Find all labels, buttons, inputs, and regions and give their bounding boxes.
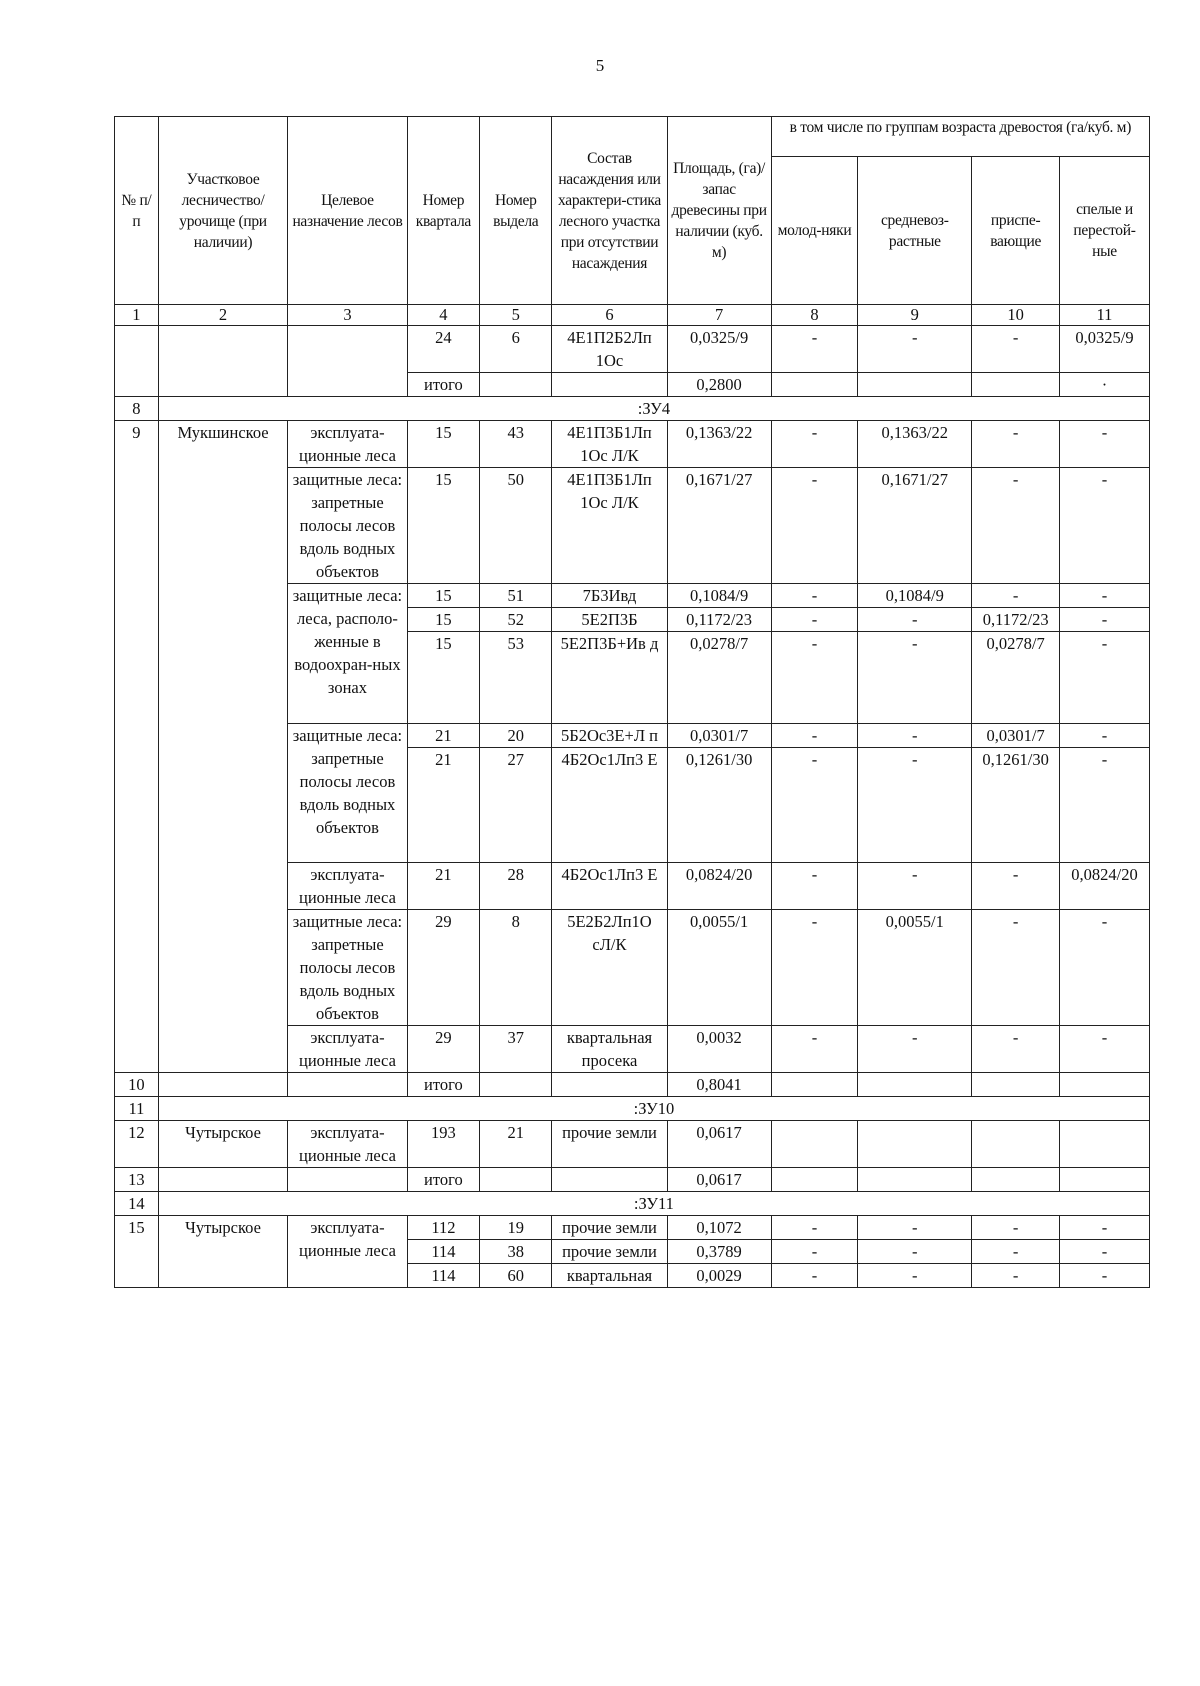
total-label: итого [407,373,479,397]
cell-quarter: 24 [407,326,479,373]
cell-maturing: 0,0301/7 [972,724,1060,748]
cell-area: 0,0824/20 [667,863,771,910]
cell-mature: 0,0824/20 [1060,863,1150,910]
cell-mature: - [1060,724,1150,748]
cell-composition: 4Б2Ос1Лп3 Е [552,863,667,910]
total-row [115,1073,1150,1097]
cell-plot: 19 [480,1216,552,1240]
col-number: 6 [552,305,667,326]
cell-composition: 4Е1П3Б1Лп 1Ос Л/К [552,421,667,468]
col-number: 2 [158,305,287,326]
section-row [115,397,1150,421]
cell-purpose: защитные леса: запретные полосы лесов вдоль водных объектов [288,468,408,584]
cell-young: - [771,326,858,373]
cell-no: 15 [115,1216,159,1288]
cell-no: 12 [115,1121,159,1168]
cell-maturing: 0,0278/7 [972,632,1060,724]
header-forestry: Участковое лесничество/ урочище (при наличии) [158,117,287,305]
cell-maturing: - [972,326,1060,373]
col-number: 10 [972,305,1060,326]
cell-area: 0,0617 [667,1121,771,1168]
cell-area: 0,0029 [667,1264,771,1288]
cell-forestry [158,326,287,397]
forest-plots-table [114,116,1150,1288]
col-number: 1 [115,305,159,326]
cell-area: 0,1261/30 [667,748,771,863]
cell-composition: квартальная [552,1264,667,1288]
cell-young: - [771,1026,858,1073]
cell-plot [480,373,552,397]
cell-plot: 51 [480,584,552,608]
col-number: 4 [407,305,479,326]
cell-area: 0,0278/7 [667,632,771,724]
cell-middle: 0,0055/1 [858,910,972,1026]
header-purpose: Целевое назначение лесов [288,117,408,305]
cell-area: 0,0055/1 [667,910,771,1026]
cell-composition: прочие земли [552,1121,667,1168]
cell-mature: - [1060,1026,1150,1073]
header-mature: спелые и перестой-ные [1060,157,1150,305]
cell-plot: 53 [480,632,552,724]
table-row [115,421,1150,468]
cell-middle: - [858,608,972,632]
total-area: 0,2800 [667,373,771,397]
col-number: 5 [480,305,552,326]
cell-maturing: - [972,863,1060,910]
cell-plot: 60 [480,1264,552,1288]
cell-maturing: - [972,1240,1060,1264]
cell-quarter: 21 [407,724,479,748]
cell-composition: 5Е2П3Б [552,608,667,632]
cell-young: - [771,421,858,468]
cell-plot: 50 [480,468,552,584]
cell-plot: 8 [480,910,552,1026]
cell-area: 0,1172/23 [667,608,771,632]
cell-mature: - [1060,748,1150,863]
cell-no: 8 [115,397,159,421]
cell-composition: 4Е1П3Б1Лп 1Ос Л/К [552,468,667,584]
cell-mature: - [1060,910,1150,1026]
cell-maturing: 0,1172/23 [972,608,1060,632]
header-area: Площадь, (га)/запас древесины при наличии (куб. м) [667,117,771,305]
cell-maturing: - [972,468,1060,584]
cell-middle: 0,1363/22 [858,421,972,468]
cell-maturing: - [972,910,1060,1026]
cell-area: 0,0032 [667,1026,771,1073]
cell-purpose: эксплуата-ционные леса [288,1026,408,1073]
cell-purpose: эксплуата-ционные леса [288,863,408,910]
cell-composition: прочие земли [552,1240,667,1264]
cell-forestry: Мукшинское [158,421,287,1073]
cell-quarter: 15 [407,468,479,584]
cell-quarter: 114 [407,1264,479,1288]
cell-purpose: эксплуата-ционные леса [288,421,408,468]
section-label: :ЗУ4 [158,397,1149,421]
table-row [115,1216,1150,1240]
col-number: 3 [288,305,408,326]
cell-composition: 4Е1П2Б2Лп 1Ос [552,326,667,373]
cell-no [115,326,159,397]
cell-plot: 21 [480,1121,552,1168]
cell-quarter: 114 [407,1240,479,1264]
section-row [115,1192,1150,1216]
cell-mature: - [1060,584,1150,608]
table-row [115,326,1150,373]
cell-no: 13 [115,1168,159,1192]
cell-mature: · [1060,373,1150,397]
cell-mature: - [1060,608,1150,632]
cell-purpose [288,326,408,397]
cell-mature: - [1060,1264,1150,1288]
cell-composition: 4Б2Ос1Лп3 Е [552,748,667,863]
cell-middle: - [858,1240,972,1264]
cell-quarter: 21 [407,863,479,910]
cell-plot: 20 [480,724,552,748]
cell-area: 0,1363/22 [667,421,771,468]
cell-young: - [771,748,858,863]
cell-young: - [771,1216,858,1240]
cell-middle: - [858,326,972,373]
cell-no: 14 [115,1192,159,1216]
cell-middle: - [858,1264,972,1288]
cell-middle: - [858,632,972,724]
header-maturing: приспе-вающие [972,157,1060,305]
cell-plot: 52 [480,608,552,632]
total-area: 0,0617 [667,1168,771,1192]
col-number: 8 [771,305,858,326]
cell-middle: 0,1671/27 [858,468,972,584]
cell-middle: - [858,748,972,863]
cell-maturing: - [972,1026,1060,1073]
cell-young: - [771,608,858,632]
cell-quarter: 193 [407,1121,479,1168]
cell-young: - [771,1264,858,1288]
cell-young: - [771,632,858,724]
cell-plot: 38 [480,1240,552,1264]
section-row [115,1097,1150,1121]
cell-quarter: 15 [407,584,479,608]
cell-purpose: защитные леса: запретные полосы лесов вдоль водных объектов [288,910,408,1026]
cell-young: - [771,910,858,1026]
cell-mature: - [1060,632,1150,724]
header-middle: средневоз-растные [858,157,972,305]
cell-young: - [771,1240,858,1264]
cell-composition: 5Е2П3Б+Ив д [552,632,667,724]
cell-area: 0,1084/9 [667,584,771,608]
cell-middle: - [858,863,972,910]
total-label: итого [407,1073,479,1097]
cell-young: - [771,863,858,910]
header-quarter: Номер квартала [407,117,479,305]
header-no: № п/п [115,117,159,305]
cell-mature: - [1060,1240,1150,1264]
column-number-row [115,305,1150,326]
header-composition: Состав насаждения или характери-стика лесного участка при отсутствии насаждения [552,117,667,305]
cell-composition: прочие земли [552,1216,667,1240]
cell-quarter: 29 [407,1026,479,1073]
cell-mature: - [1060,468,1150,584]
total-label: итого [407,1168,479,1192]
cell-young: - [771,724,858,748]
cell-quarter: 15 [407,421,479,468]
cell-quarter: 21 [407,748,479,863]
cell-no: 10 [115,1073,159,1097]
cell-quarter: 15 [407,608,479,632]
cell-young: - [771,468,858,584]
cell-maturing: - [972,421,1060,468]
col-number: 11 [1060,305,1150,326]
section-label: :ЗУ11 [158,1192,1149,1216]
cell-maturing: 0,1261/30 [972,748,1060,863]
cell-area: 0,3789 [667,1240,771,1264]
cell-forestry: Чутырское [158,1216,287,1288]
cell-composition: 5Е2Б2Лп1О сЛ/К [552,910,667,1026]
cell-mature: - [1060,1216,1150,1240]
header-plot: Номер выдела [480,117,552,305]
col-number: 7 [667,305,771,326]
cell-mature: 0,0325/9 [1060,326,1150,373]
cell-middle: 0,1084/9 [858,584,972,608]
cell-maturing: - [972,584,1060,608]
cell-middle: - [858,1026,972,1073]
cell-plot: 6 [480,326,552,373]
header-age-groups: в том числе по группам возраста древостоя (га/куб. м) [771,117,1149,157]
cell-middle: - [858,1216,972,1240]
header-young: молод-няки [771,157,858,305]
cell-plot: 28 [480,863,552,910]
col-number: 9 [858,305,972,326]
cell-area: 0,1671/27 [667,468,771,584]
cell-purpose: эксплуата-ционные леса [288,1216,408,1288]
cell-young: - [771,584,858,608]
cell-composition [552,373,667,397]
table-row [115,1121,1150,1168]
cell-plot: 43 [480,421,552,468]
cell-area: 0,0325/9 [667,326,771,373]
cell-composition: квартальная просека [552,1026,667,1073]
cell-plot: 27 [480,748,552,863]
cell-purpose: защитные леса: леса, располо-женные в водоохран-ных зонах [288,584,408,724]
cell-area: 0,0301/7 [667,724,771,748]
cell-maturing: - [972,1264,1060,1288]
cell-quarter: 112 [407,1216,479,1240]
cell-no: 11 [115,1097,159,1121]
cell-mature: - [1060,421,1150,468]
cell-quarter: 15 [407,632,479,724]
total-area: 0,8041 [667,1073,771,1097]
cell-maturing: - [972,1216,1060,1240]
cell-forestry: Чутырское [158,1121,287,1168]
section-label: :ЗУ10 [158,1097,1149,1121]
cell-composition: 7Б3Ивд [552,584,667,608]
cell-plot: 37 [480,1026,552,1073]
cell-area: 0,1072 [667,1216,771,1240]
cell-quarter: 29 [407,910,479,1026]
total-row [115,1168,1150,1192]
cell-no: 9 [115,421,159,1073]
cell-middle: - [858,724,972,748]
cell-purpose: эксплуата-ционные леса [288,1121,408,1168]
page-number: 5 [595,56,605,75]
cell-composition: 5Б2Ос3Е+Л п [552,724,667,748]
cell-purpose: защитные леса: запретные полосы лесов вдоль водных объектов [288,724,408,863]
